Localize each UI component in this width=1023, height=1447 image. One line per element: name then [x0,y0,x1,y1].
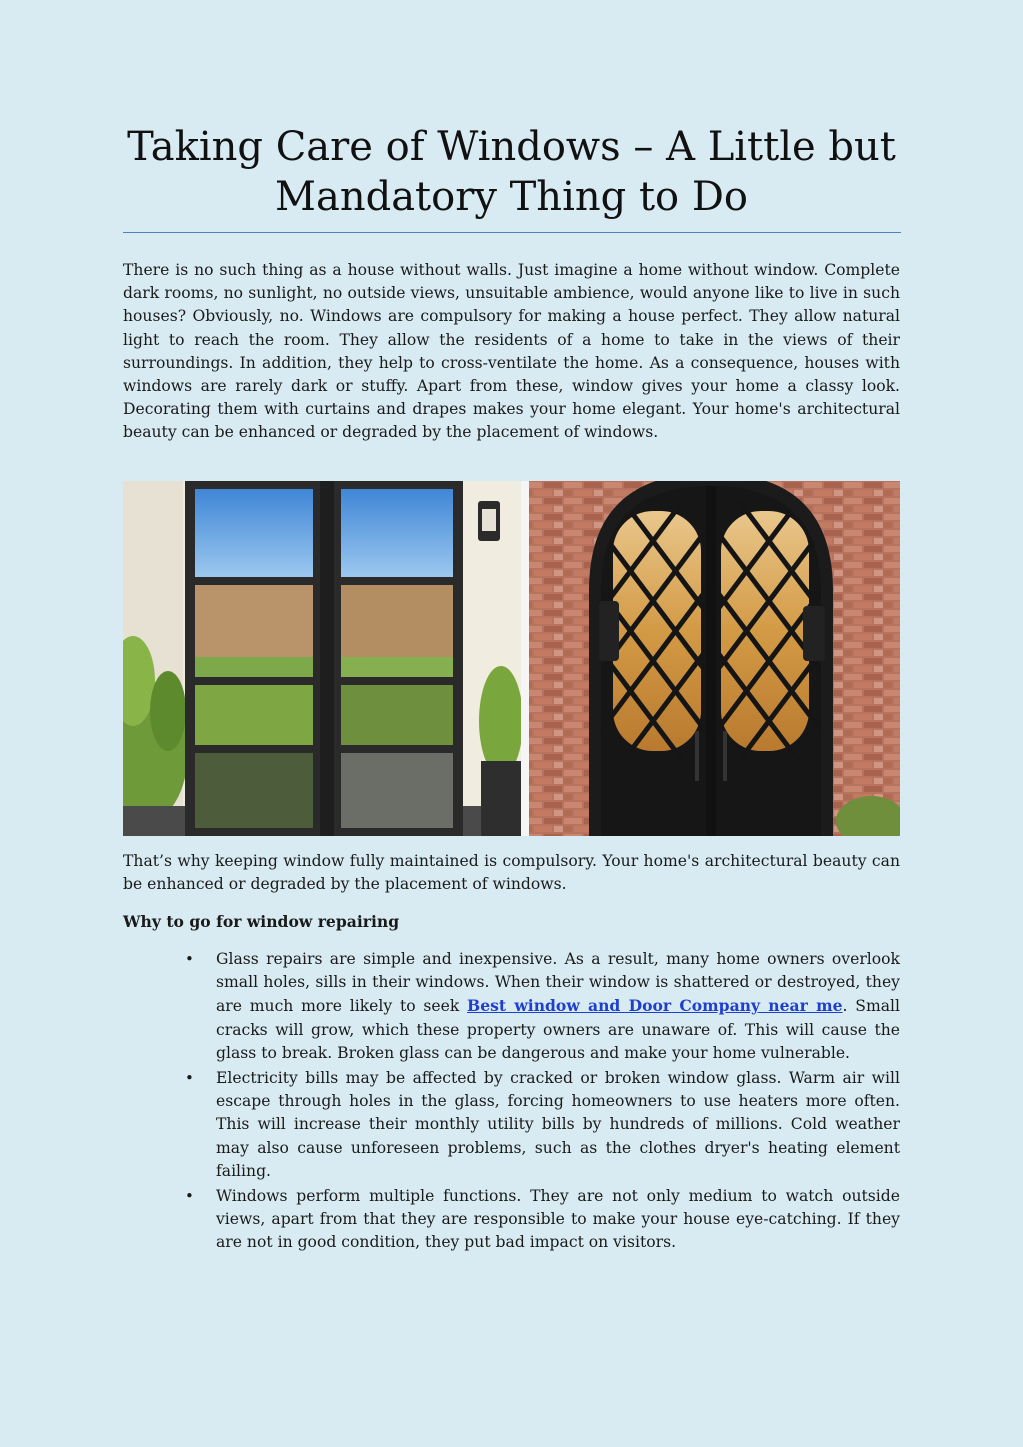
list-item [123,948,900,1065]
bullet-icon: • [185,1187,194,1206]
list-item [123,1185,900,1255]
repair-reasons-list [123,948,900,1257]
list-item-text: Glass repairs are simple and inexpensive. As a result, many home owners overlook small holes, sills in their windows. When their window is shattered or destroyed, they are much more likely to seek [216,950,900,1016]
section-heading: Why to go for window repairing [123,912,400,931]
intro-paragraph: There is no such thing as a house without walls. Just imagine a home without window. Complete dark rooms, no sunlight, no outside views, unsuitable ambience, would anyone like to live in such houses? Obviously, no. Windows are compulsory for making a house perfect. They allow natural light to reach the room. They allow the residents of a home to take in the views of their surroundings. In addition, they help to cross-ventilate the home. As a consequence, houses with windows are rarely dark or stuffy. Apart from these, window gives your home a classy look. Decorating them with curtains and drapes makes your home elegant. Your home's architectural beauty can be enhanced or degraded by the placement of windows. [123,261,900,442]
after-photo-paragraph: That’s why keeping window fully maintained is compulsory. Your home's architectural beauty can be enhanced or degraded by the placement of windows. [123,852,900,894]
bullet-icon: • [185,950,194,968]
arched-iron-door [593,481,829,836]
plant-right [479,666,523,836]
list-item [123,1067,900,1183]
best-window-door-company-link[interactable]: Best window and Door Company near me [467,996,843,1016]
page-title [123,122,900,222]
title-line-1: Taking Care of Windows – A Little but [127,124,896,170]
list-item-text-cont: . Small cracks will grow, which these property owners are unaware of. This will cause the glass to break. Broken glass can be dangerous and make your home vulnerable. [216,997,901,1062]
list-item-text: Windows perform multiple functions. They are not only medium to watch outside views, apart from that they are responsible to make your house eye-catching. If they are not in good condition, they put bad impact on visitors. [216,1187,900,1252]
bullet-icon: • [185,1069,194,1088]
title-underline [123,232,901,233]
glass-door-left [195,489,313,828]
windows-doors-photo [123,481,900,836]
glass-door-right [341,489,453,828]
title-line-2: Mandatory Thing to Do [275,174,748,220]
list-item-text: Electricity bills may be affected by cracked or broken window glass. Warm air will escape through holes in the glass, forcing homeowners to use heaters more often. This will increase their monthly utility bills by hundreds of millions. Cold weather may also cause unforeseen problems, such as the clothes dryer's heating element failing. [216,1069,900,1180]
